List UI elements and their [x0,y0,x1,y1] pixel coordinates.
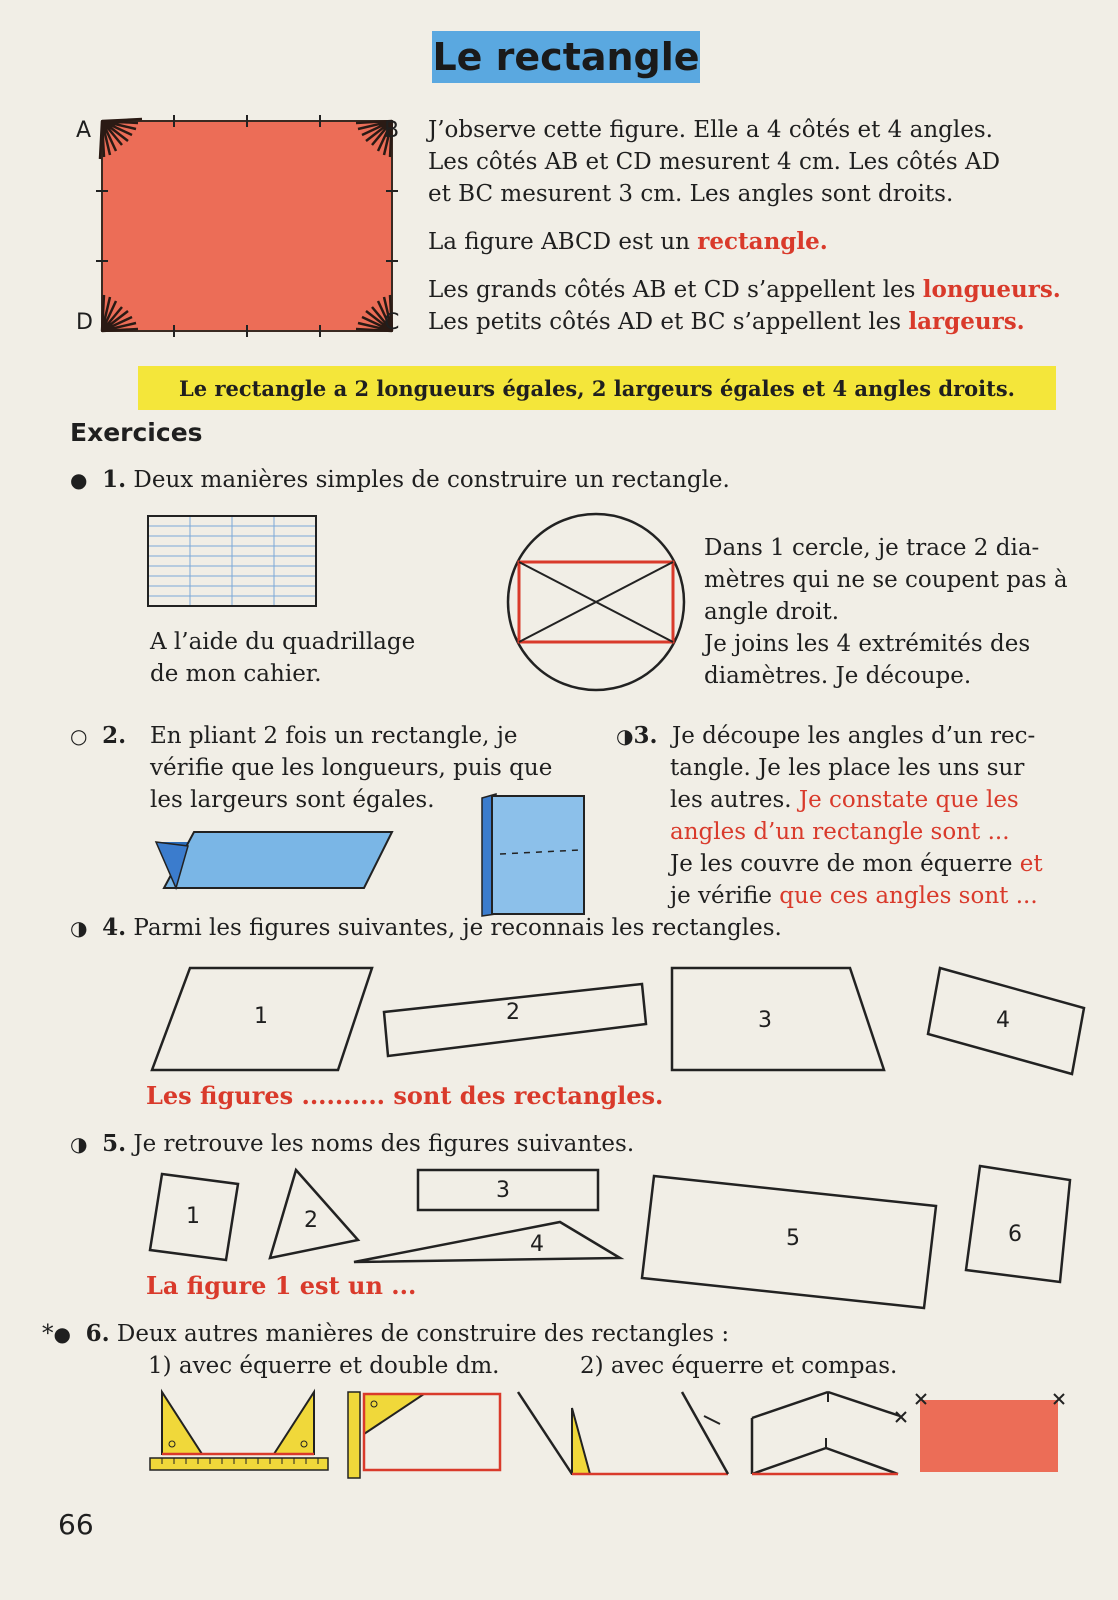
page-title: Le rectangle [432,35,700,79]
page-number: 66 [58,1508,94,1541]
vertex-b-label: B [384,118,400,143]
ex6-construction-figures [148,1388,1092,1480]
rule-highlight [138,366,1056,410]
title-banner [432,31,700,83]
keyword-rectangle: rectangle. [697,228,828,255]
keyword-largeurs: largeurs. [908,308,1025,335]
intro-paragraph [428,114,1108,210]
keyword-longueurs: longueurs. [922,276,1061,303]
exercise-5-title: ◑ 5. Je retrouve les noms des figures suivantes. [70,1130,635,1157]
ex4-shape-label-3: 3 [758,1008,772,1033]
ex5-shape-label-2: 2 [304,1208,318,1233]
exercise-3-text: Je découpe les angles d’un rec- [672,723,1036,749]
ex5-shape-label-5: 5 [786,1226,800,1251]
intro-largeurs: Les petits côtés AD et BC s’appellent les largeurs. [428,308,1025,335]
ex5-shape-label-3: 3 [496,1178,510,1203]
exercise-2-number: ○ 2. [70,722,127,749]
half-circle-icon: ◑ [70,1132,88,1156]
ex4-shape-label-2: 2 [506,1000,520,1025]
ex6-method-1: 1) avec équerre et double dm. [148,1353,500,1379]
ex5-answer: La figure 1 est un ... [146,1271,417,1300]
ex5-shape-label-6: 6 [1008,1222,1022,1247]
exercise-4-title: ◑ 4. Parmi les figures suivantes, je reconnais les rectangles. [70,914,782,941]
ex6-method-2: 2) avec équerre et compas. [580,1353,898,1379]
ex5-shape-label-4: 4 [530,1232,544,1257]
half-circle-icon: ◑ [70,916,88,940]
ex4-shapes [150,966,1090,1076]
circle-diameters-figure [506,512,686,692]
filled-circle-icon: ● [70,468,88,492]
vertex-d-label: D [76,310,93,335]
intro-longueurs: Les grands côtés AB et CD s’appellent les longueurs. [428,276,1061,303]
star-icon: * [42,1321,54,1347]
ex4-answer: Les figures .......... sont des rectangles. [146,1081,664,1110]
grid-notebook-rectangle [148,516,318,608]
vertex-a-label: A [76,118,92,143]
exercise-3-number: ◑3. [616,722,658,749]
intro-line: et BC mesurent 3 cm. Les angles sont droits. [428,181,954,207]
exercise-3-text-cont: tangle. Je les place les uns sur les autres. Je constate que les angles d’un rectangle sont ... Je les couvre de mon équerre et je vérifie que ces angles sont ... [670,755,1043,909]
intro-line: Les côtés AB et CD mesurent 4 cm. Les côtés AD [428,149,1001,175]
exercise-1-title: ● 1. Deux manières simples de construire un rectangle. [70,466,730,493]
folded-booklet-figure [482,794,588,918]
filled-circle-icon: ● [53,1322,71,1346]
ex1-right-text: Dans 1 cercle, je trace 2 dia- mètres qui ne se coupent pas à angle droit. Je joins les 4 extrémités des diamètres. Je découpe. [704,535,1068,689]
vertex-c-label: C [384,310,400,335]
ex4-shape-label-4: 4 [996,1008,1010,1033]
ex5-shapes [148,1166,1088,1326]
empty-circle-icon: ○ [70,724,88,748]
rectangle-abcd-figure [80,115,410,345]
half-circle-icon: ◑ [616,724,634,748]
ex5-shape-label-1: 1 [186,1204,200,1229]
exercise-6-title: *● 6. Deux autres manières de construire des rectangles : [42,1320,730,1347]
folded-rectangle-figure [156,832,396,902]
rule-text: Le rectangle a 2 longueurs égales, 2 largeurs égales et 4 angles droits. [179,375,1015,401]
exercises-heading: Exercices [70,418,203,447]
ex4-shape-label-1: 1 [254,1004,268,1029]
exercise-2-text: En pliant 2 fois un rectangle, je vérifie que les longueurs, puis que les largeurs sont égales. [150,723,553,813]
ex1-left-caption: A l’aide du quadrillage de mon cahier. [150,629,416,687]
intro-definition: La figure ABCD est un rectangle. [428,228,828,255]
intro-line: J’observe cette figure. Elle a 4 côtés et 4 angles. [428,117,993,143]
